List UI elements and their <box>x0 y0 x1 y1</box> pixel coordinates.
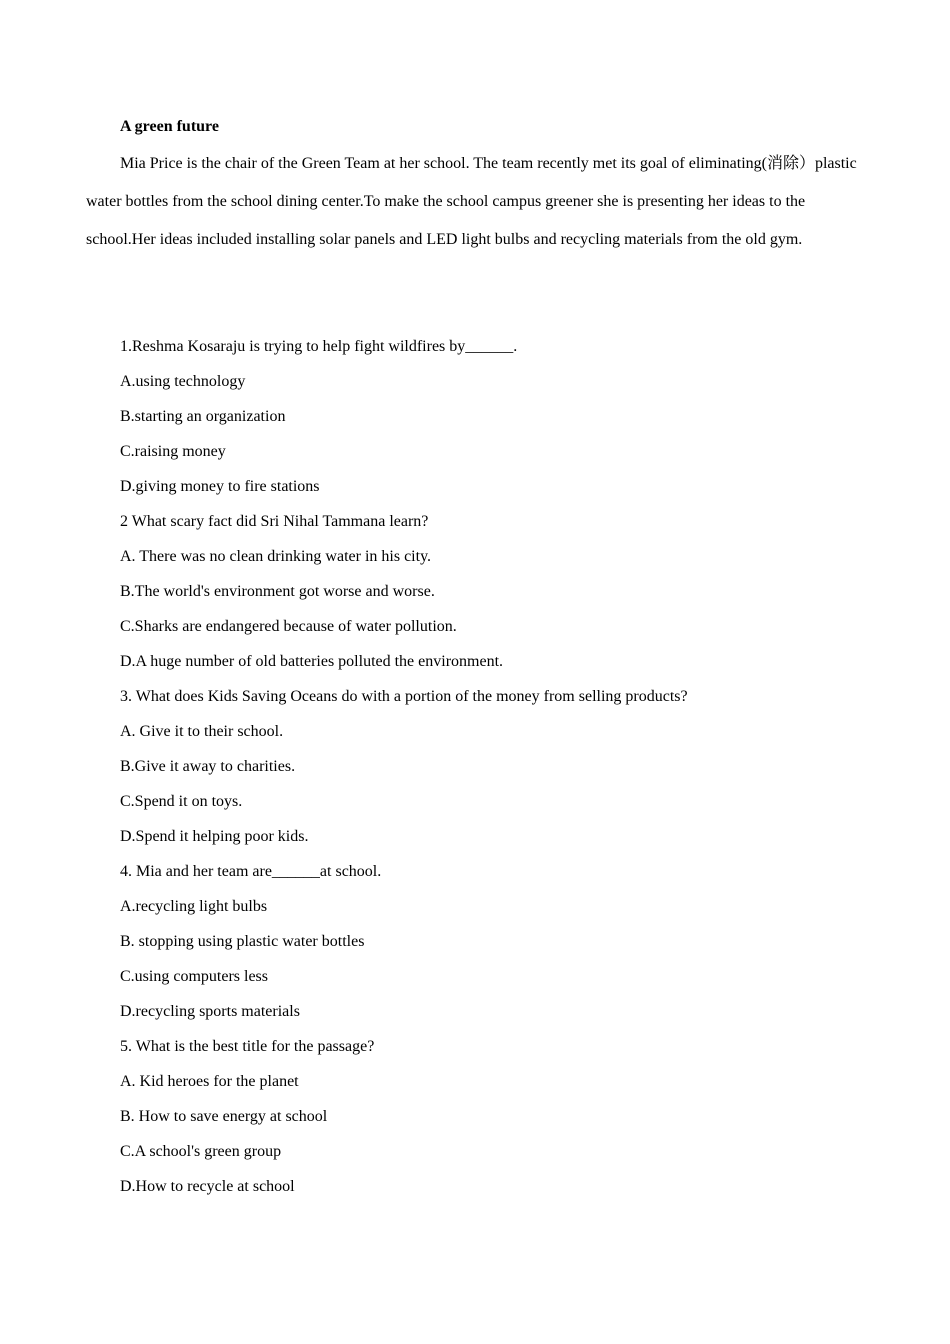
question-4-stem: 4. Mia and her team are______at school. <box>120 863 382 880</box>
question-5-option-a: A. Kid heroes for the planet <box>120 1073 299 1090</box>
question-4-option-b: B. stopping using plastic water bottles <box>120 933 365 950</box>
question-3-option-b: B.Give it away to charities. <box>120 758 296 775</box>
question-2-option-b: B.The world's environment got worse and worse. <box>120 583 435 600</box>
question-2-option-a: A. There was no clean drinking water in his city. <box>120 548 432 565</box>
question-1-option-c: C.raising money <box>120 443 226 460</box>
question-5-stem: 5. What is the best title for the passage? <box>120 1038 375 1055</box>
question-1-option-a: A.using technology <box>120 373 246 390</box>
question-1-option-b: B.starting an organization <box>120 408 286 425</box>
question-2-option-d: D.A huge number of old batteries polluted the environment. <box>120 653 504 670</box>
question-5-option-d: D.How to recycle at school <box>120 1178 295 1195</box>
question-4-option-a: A.recycling light bulbs <box>120 898 268 915</box>
question-2-option-c: C.Sharks are endangered because of water pollution. <box>120 618 457 635</box>
question-1-stem: 1.Reshma Kosaraju is trying to help fight wildfires by______. <box>120 338 518 355</box>
question-4-option-c: C.using computers less <box>120 968 268 985</box>
question-3-option-a: A. Give it to their school. <box>120 723 284 740</box>
question-4-option-d: D.recycling sports materials <box>120 1003 300 1020</box>
question-5-option-b: B. How to save energy at school <box>120 1108 328 1125</box>
question-5-option-c: C.A school's green group <box>120 1143 282 1160</box>
question-1-option-d: D.giving money to fire stations <box>120 478 320 495</box>
question-3-stem: 3. What does Kids Saving Oceans do with a portion of the money from selling products? <box>120 688 688 705</box>
question-3-option-d: D.Spend it helping poor kids. <box>120 828 309 845</box>
question-3-option-c: C.Spend it on toys. <box>120 793 243 810</box>
passage-text: Mia Price is the chair of the Green Team at her school. The team recently met its goal of eliminating(消除）plastic water bottles from the school dining center.To make the school campus greener she is presenting her ideas to the school.Her ideas included installing solar panels and LED light bulbs and recycling materials from the old gym. <box>86 155 857 248</box>
question-2-stem: 2 What scary fact did Sri Nihal Tammana learn? <box>120 513 429 530</box>
passage-title: A green future <box>120 118 219 135</box>
